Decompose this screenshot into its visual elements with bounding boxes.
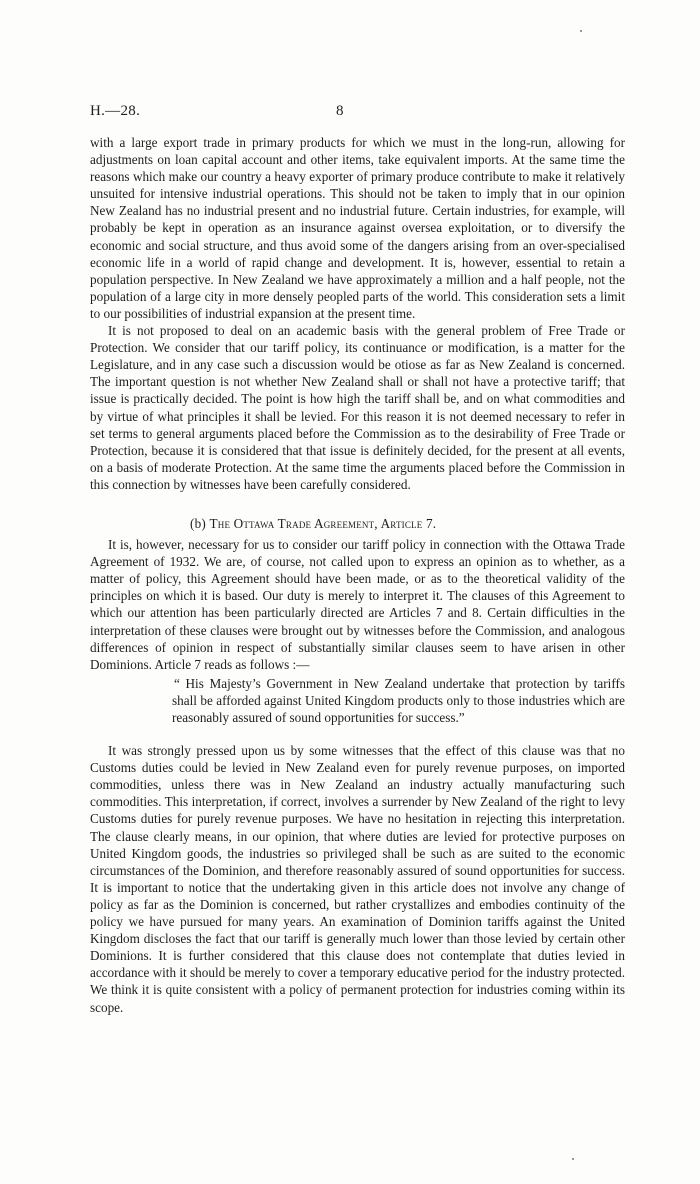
- page-reference: H.—28.: [90, 103, 141, 119]
- article-7-quote-text: “ His Majesty’s Government in New Zealand undertake that protection by tariffs shall be afforded against United Kingdom products only to those industries which are reasonably assured of sound opportunities for success.”: [172, 675, 625, 725]
- page-header: [90, 103, 616, 127]
- paragraph-interpretation: It was strongly pressed upon us by some witnesses that the effect of this clause was that no Customs duties could be levied in New Zealand even for purely revenue purposes, on imported commodities, unless there was in New Zealand an industry actually manufacturing such commodities. This interpretation, if correct, involves a surrender by New Zealand of the right to levy Customs duties for purely revenue purposes. We have no hesitation in rejecting this interpretation. The clause clearly means, in our opinion, that where duties are levied for protective purposes on United Kingdom goods, the industries so privileged shall be such as are suited to the economic circumstances of the Dominion, and therefore reasonably assured of sound opportunities for success. It is important to notice that the undertaking given in this article does not involve any change of policy as far as the Dominion is concerned, but rather crystallizes and embodies continuity of the policy we have pursued for many years. An examination of Dominion tariffs against the United Kingdom discloses the fact that our tariff is generally much lower than those levied by certain other Dominions. It is further considered that this clause does not contemplate that duties levied in accordance with it should be merely to cover a temporary educative period for the industry protected. We think it is quite consistent with a policy of permanent protection for industries coming within its scope.: [90, 743, 625, 1015]
- page-number: 8: [336, 103, 344, 119]
- scan-speck: [572, 1158, 574, 1160]
- paragraph-free-trade: It is not proposed to deal on an academic basis with the general problem of Free Trade or Protection. We consider that our tariff policy, its continuance or modification, is a matter for the Legislature, and in any case such a discussion would be otiose as far as New Zealand is concerned. The important question is not whether New Zealand shall or shall not have a protective tariff; that issue is practically decided. The point is how high the tariff shall be, and on what commodities and by virtue of what principles it shall be levied. For this reason it is not deemed necessary to refer in set terms to general arguments placed before the Commission as to the desirability of Free Trade or Protection, because it is considered that that issue is definitely decided, for the present at all events, on a basis of moderate Protection. At the same time the arguments placed before the Commission in this connection by witnesses have been carefully considered.: [90, 323, 625, 492]
- paragraph-ottawa: It is, however, necessary for us to consider our tariff policy in connection with the Ottawa Trade Agreement of 1932. We are, of course, not called upon to express an opinion as to whether, as a matter of policy, this Agreement should have been made, or as to the theoretical validity of the principles on which it is based. Our duty is merely to interpret it. The clauses of this Agreement to which our attention has been particularly directed are Articles 7 and 8. Certain difficulties in the interpretation of these clauses were brought out by witnesses before the Commission, and analogous differences of opinion in respect of substantially similar clauses seem to have arisen in other Dominions. Article 7 reads as follows :—: [90, 537, 625, 672]
- document-body: [90, 134, 625, 1016]
- section-heading: [90, 515, 625, 532]
- article-7-quote: [90, 675, 625, 726]
- scan-speck: [580, 30, 582, 32]
- section-heading-text: The Ottawa Trade Agreement, Article 7.: [209, 515, 437, 531]
- section-heading-prefix: (b): [190, 515, 206, 531]
- paragraph-continued: with a large export trade in primary products for which we must in the long-run, allowing for adjustments on loan capital account and other items, take equivalent imports. At the same time the reasons which make our country a heavy exporter of primary produce contribute to make it relatively unsuited for intensive industrial operations. This should not be taken to imply that in our opinion New Zealand has no industrial present and no industrial future. Certain industries, for example, will probably be kept in operation as an insurance against oversea exploitation, or to diversify the economic and social structure, and thus avoid some of the dangers arising from an over-specialised economic life in a world of rapid change and development. It is, however, essential to retain a population perspective. In New Zealand we have approximately a million and a half people, not the population of a large city in more densely peopled parts of the world. This consideration sets a limit to our possibilities of industrial expansion at the present time.: [90, 135, 625, 321]
